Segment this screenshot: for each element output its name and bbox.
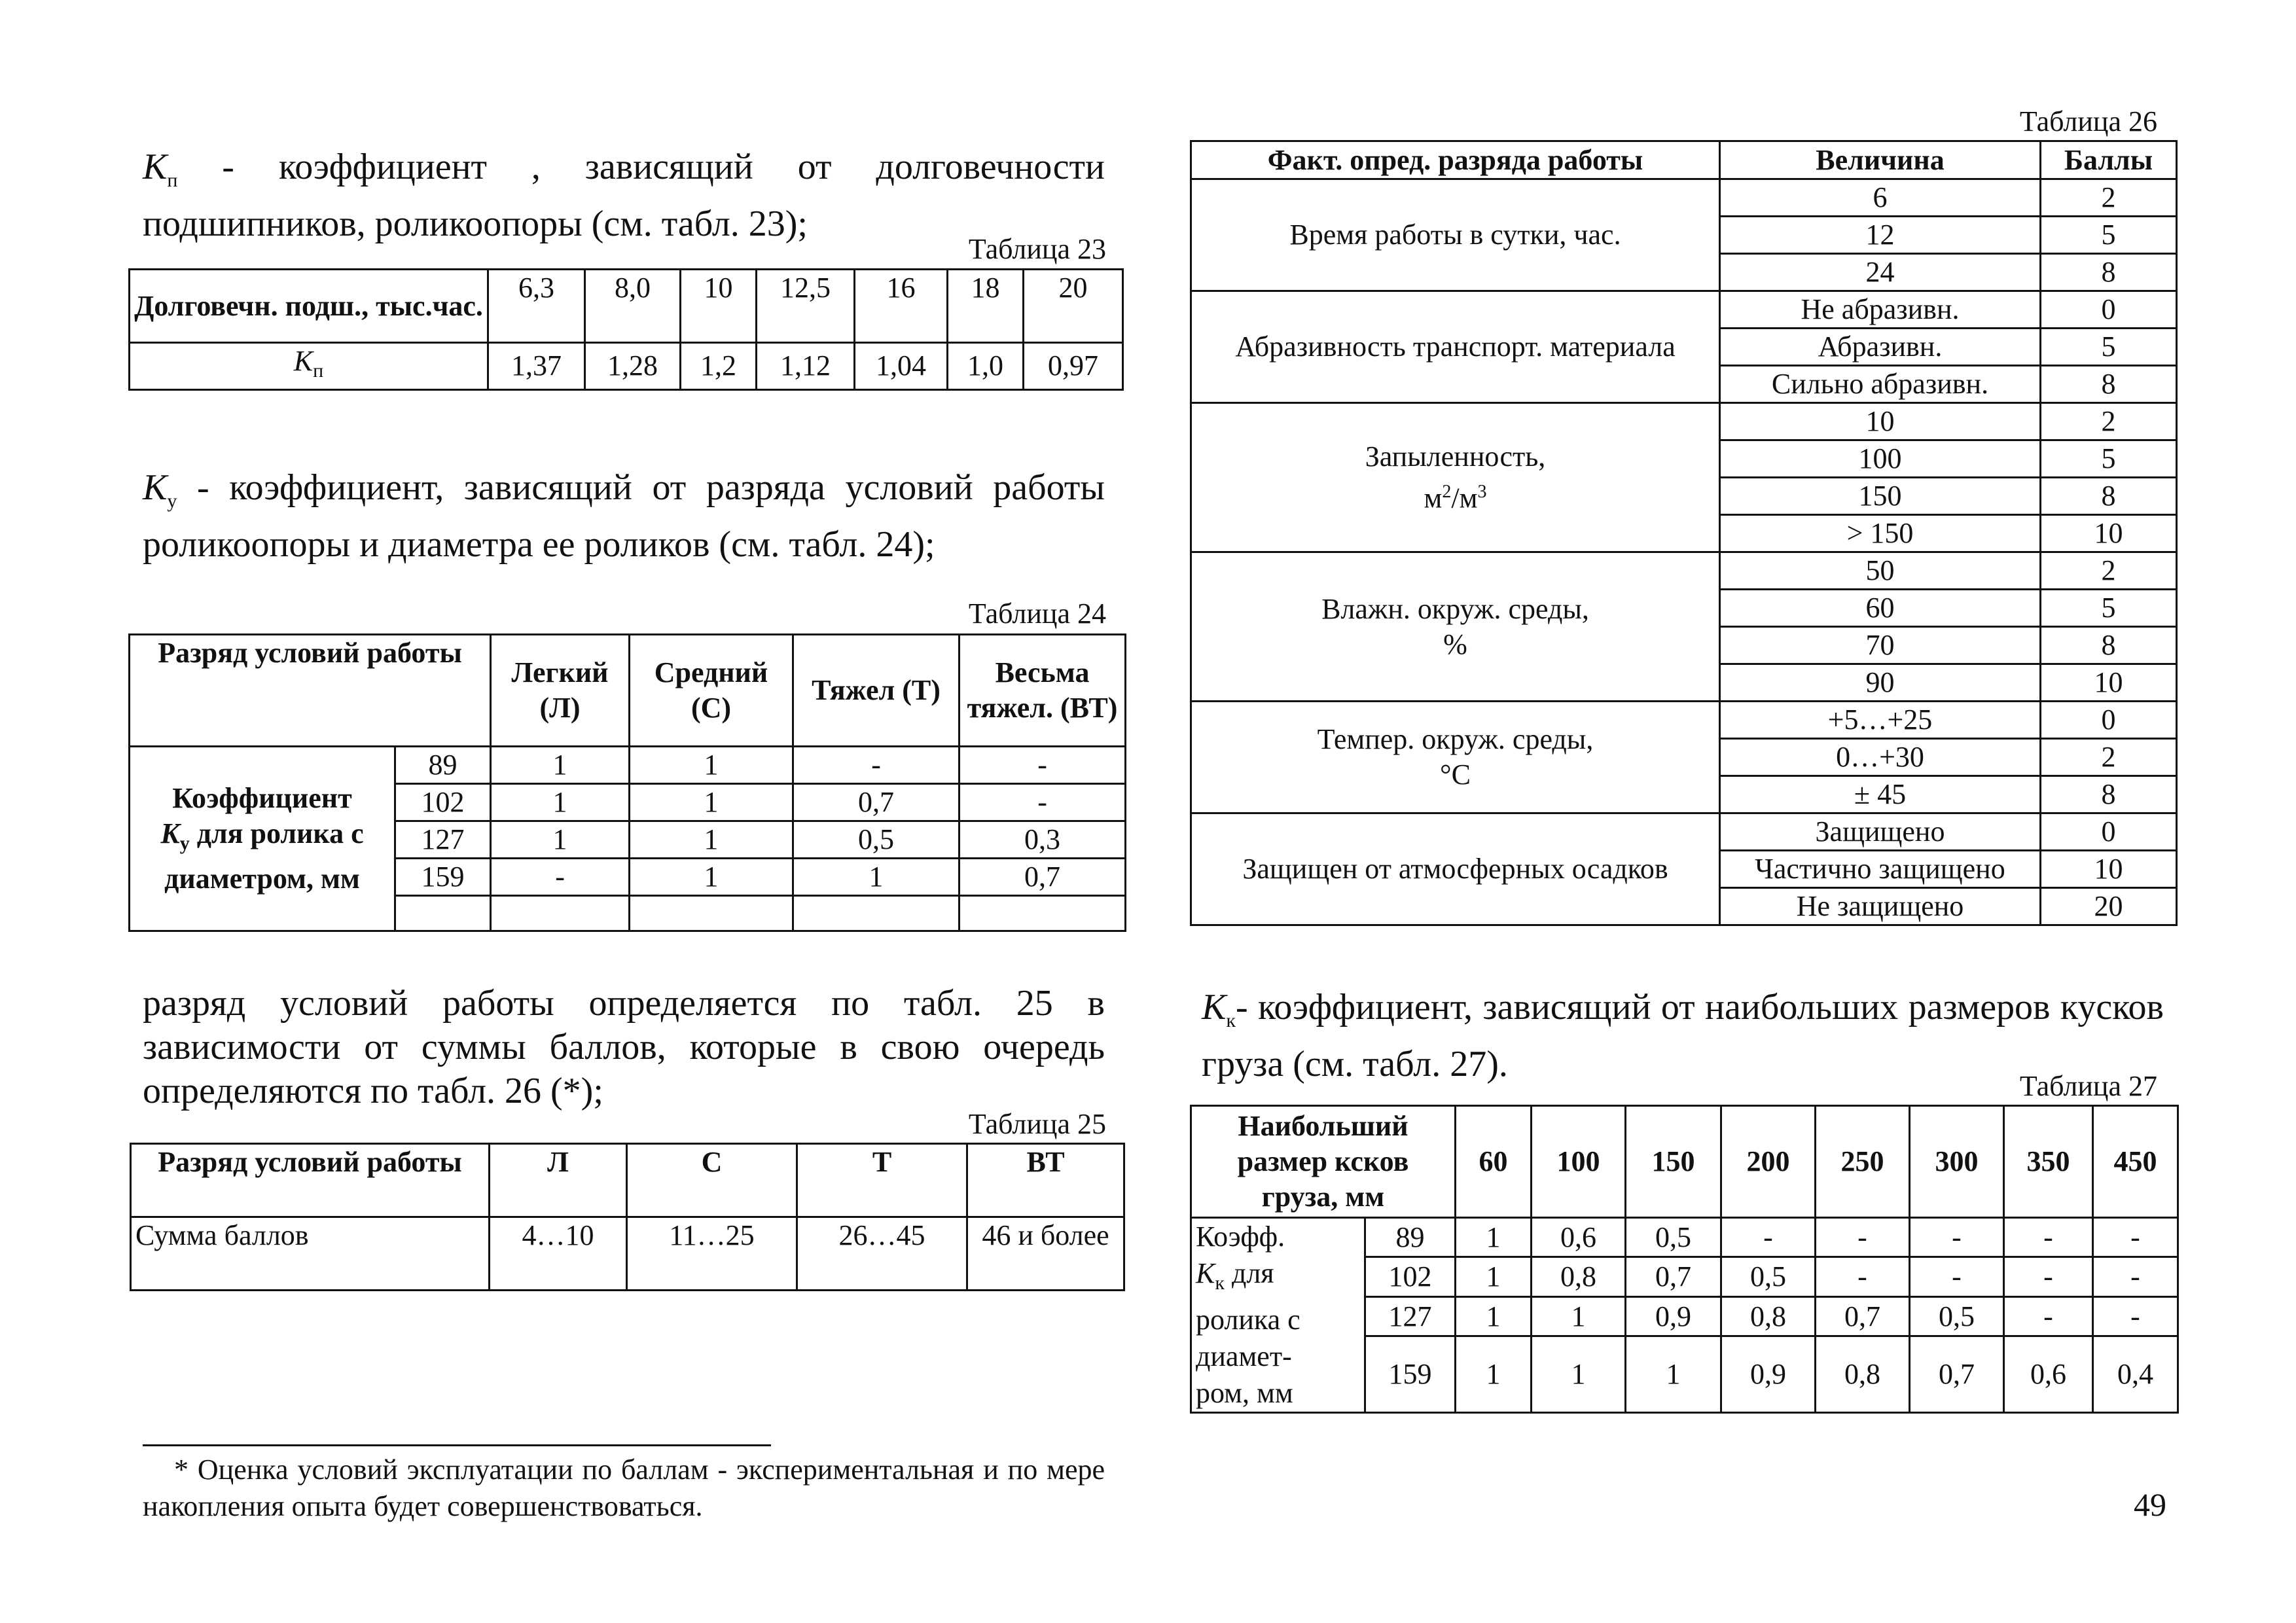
- table27-cell: -: [1910, 1218, 2004, 1257]
- table27-size: 300: [1910, 1106, 2004, 1218]
- class-description: разряд условий работы определяется по табл. 25 в зависимости от суммы баллов, которые в свою очередь определяются по табл. 26 (*);: [143, 983, 1105, 1111]
- table26-score: 5: [2041, 440, 2177, 478]
- table23-coeff: 1,28: [585, 343, 681, 390]
- table27-cell: 0,5: [1626, 1218, 1721, 1257]
- table25: [130, 1143, 1125, 1291]
- table26-value: Не абразивн.: [1720, 291, 2041, 329]
- table26-value: Защищено: [1720, 813, 2041, 851]
- table24-header-light: Легкий (Л): [491, 635, 630, 747]
- table27-diameter: 159: [1365, 1336, 1456, 1413]
- footnote-divider: [143, 1444, 771, 1446]
- table-row: [1191, 552, 2177, 590]
- table26-value: 0…+30: [1720, 739, 2041, 776]
- table23-hour: 12,5: [757, 270, 855, 343]
- table-row: [130, 747, 1126, 784]
- table27-header-row: [1191, 1106, 2178, 1218]
- kp-text: - коэффициент , зависящий от долговечности подшипников, роликоопоры (см. табл. 23);: [143, 147, 1105, 245]
- table24-diameter: 102: [395, 784, 491, 821]
- table26-caption: Таблица 26: [2019, 105, 2157, 137]
- table27-cell: -: [2093, 1218, 2178, 1257]
- table27-caption: Таблица 27: [2019, 1070, 2157, 1102]
- table24-header-row: [130, 635, 1126, 747]
- kk-subscript: к: [1226, 1010, 1236, 1032]
- table26-value: > 150: [1720, 515, 2041, 552]
- table23-coeff: 1,0: [948, 343, 1024, 390]
- table27-size: 350: [2004, 1106, 2093, 1218]
- table26-value: ± 45: [1720, 776, 2041, 813]
- table27-size: 200: [1721, 1106, 1816, 1218]
- table23-coeff-row: [130, 343, 1123, 390]
- table27-cell: 0,8: [1532, 1257, 1626, 1296]
- table27-cell: -: [2004, 1257, 2093, 1296]
- table26-value: 60: [1720, 590, 2041, 627]
- table24-empty-cell: [793, 896, 960, 931]
- table23-hour: 16: [855, 270, 948, 343]
- table27-cell: 1: [1456, 1336, 1532, 1413]
- table25-header: Л: [490, 1144, 627, 1217]
- table27-size: 100: [1532, 1106, 1626, 1218]
- table23-coeff-label: $K_п$: [130, 343, 488, 390]
- table23-coeff: 1,2: [681, 343, 757, 390]
- table26-header-row: [1191, 141, 2177, 179]
- table24-empty-cell: [491, 896, 630, 931]
- table26-factor: Запыленность, $м^2/м^3$: [1191, 403, 1720, 552]
- table24-cell: 0,5: [793, 821, 960, 859]
- table27-diameter: 127: [1365, 1296, 1456, 1336]
- table23: [128, 268, 1124, 391]
- table27-cell: 0,6: [2004, 1336, 2093, 1413]
- table26-value: Абразивн.: [1720, 329, 2041, 366]
- table25-cell: 11…25: [627, 1217, 797, 1291]
- table26-value: Частично защищено: [1720, 851, 2041, 888]
- table27-size: 450: [2093, 1106, 2178, 1218]
- table26-header-score: Баллы: [2041, 141, 2177, 179]
- table27-cell: 0,7: [1626, 1257, 1721, 1296]
- table26-value: 12: [1720, 217, 2041, 254]
- table23-coeff: 0,97: [1024, 343, 1123, 390]
- table27: [1190, 1105, 2179, 1414]
- table24-cell: -: [960, 747, 1126, 784]
- table24-cell: -: [793, 747, 960, 784]
- table26-score: 0: [2041, 813, 2177, 851]
- table27-diameter: 89: [1365, 1218, 1456, 1257]
- table26-value: 100: [1720, 440, 2041, 478]
- table26-score: 8: [2041, 254, 2177, 291]
- table26-factor: Время работы в сутки, час.: [1191, 179, 1720, 291]
- table25-cell: 26…45: [797, 1217, 967, 1291]
- table26-value: 6: [1720, 179, 2041, 217]
- table27-cell: 0,8: [1816, 1336, 1910, 1413]
- table26: [1190, 140, 2178, 926]
- table27-cell: 0,4: [2093, 1336, 2178, 1413]
- table26-factor: Влажн. окруж. среды, %: [1191, 552, 1720, 702]
- table23-coeff: 1,37: [488, 343, 585, 390]
- table26-score: 20: [2041, 888, 2177, 925]
- table26-score: 5: [2041, 590, 2177, 627]
- table23-coeff: 1,12: [757, 343, 855, 390]
- table26-value: +5…+25: [1720, 702, 2041, 739]
- table27-cell: 0,5: [1910, 1296, 2004, 1336]
- table26-header-factor: Факт. опред. разряда работы: [1191, 141, 1720, 179]
- table26-score: 0: [2041, 291, 2177, 329]
- table26-value: Сильно абразивн.: [1720, 366, 2041, 403]
- table24-diameter: 89: [395, 747, 491, 784]
- table27-cell: 1: [1456, 1218, 1532, 1257]
- table27-cell: 1: [1532, 1296, 1626, 1336]
- table26-score: 8: [2041, 478, 2177, 515]
- table26-score: 2: [2041, 179, 2177, 217]
- table23-hour: 18: [948, 270, 1024, 343]
- table23-hour: 8,0: [585, 270, 681, 343]
- table24-header-class: Разряд условий работы: [130, 635, 491, 747]
- footnote: * Оценка условий эксплуатации по баллам - экспериментальная и по мере накопления опыта будет совершенствоваться.: [143, 1454, 1105, 1522]
- table24-cell: 0,3: [960, 821, 1126, 859]
- table26-value: 150: [1720, 478, 2041, 515]
- table24-cell: 1: [491, 784, 630, 821]
- table25-header-class: Разряд условий работы: [131, 1144, 490, 1217]
- table25-cell: 4…10: [490, 1217, 627, 1291]
- table27-size: 150: [1626, 1106, 1721, 1218]
- table26-value: 24: [1720, 254, 2041, 291]
- table27-cell: -: [1816, 1218, 1910, 1257]
- table27-cell: 0,8: [1721, 1296, 1816, 1336]
- table25-header-row: [131, 1144, 1124, 1217]
- table-row: [1191, 179, 2177, 217]
- table27-cell: 0,6: [1532, 1218, 1626, 1257]
- table26-score: 0: [2041, 702, 2177, 739]
- table24-cell: 1: [491, 747, 630, 784]
- table27-cell: 1: [1456, 1296, 1532, 1336]
- table25-row-label: Сумма баллов: [131, 1217, 490, 1291]
- table26-score: 8: [2041, 627, 2177, 664]
- table26-factor: Абразивность транспорт. материала: [1191, 291, 1720, 403]
- table27-cell: -: [1816, 1257, 1910, 1296]
- table26-score: 2: [2041, 739, 2177, 776]
- table25-caption: Таблица 25: [968, 1108, 1106, 1140]
- table27-cell: -: [2093, 1257, 2178, 1296]
- table23-row-header: Долговечн. подш., тыс.час.: [130, 270, 488, 343]
- table24-header-very-heavy: Весьма тяжел. (ВТ): [960, 635, 1126, 747]
- table-row: [1191, 291, 2177, 329]
- table23-hour: 6,3: [488, 270, 585, 343]
- table27-row-label: Коэфф. $K_к$ для ролика с диамет- ром, мм: [1191, 1218, 1365, 1413]
- table24-empty-cell: [630, 896, 793, 931]
- table26-value: 10: [1720, 403, 2041, 440]
- table27-cell: -: [1721, 1218, 1816, 1257]
- table24-cell: 1: [491, 821, 630, 859]
- table24-cell: 0,7: [960, 859, 1126, 896]
- table24-cell: 1: [630, 821, 793, 859]
- table24-row-label: Коэффициент $K_у$ для ролика с диаметром, мм: [130, 747, 395, 931]
- table-row: [1191, 403, 2177, 440]
- table27-cell: 0,9: [1721, 1336, 1816, 1413]
- table26-score: 2: [2041, 552, 2177, 590]
- table27-cell: 1: [1456, 1257, 1532, 1296]
- table24-caption: Таблица 24: [968, 597, 1106, 630]
- kp-subscript: п: [167, 169, 178, 192]
- table26-value: 90: [1720, 664, 2041, 702]
- table-row: [1191, 702, 2177, 739]
- table25-header: С: [627, 1144, 797, 1217]
- table24-cell: -: [491, 859, 630, 896]
- table26-factor: Темпер. окруж. среды, °С: [1191, 702, 1720, 813]
- table25-header: Т: [797, 1144, 967, 1217]
- table25-header: ВТ: [967, 1144, 1124, 1217]
- table27-cell: 0,9: [1626, 1296, 1721, 1336]
- table27-cell: -: [2004, 1218, 2093, 1257]
- table-row: [131, 1217, 1124, 1291]
- page-number: 49: [2134, 1486, 2166, 1523]
- table26-score: 5: [2041, 329, 2177, 366]
- table24-header-heavy: Тяжел (Т): [793, 635, 960, 747]
- table23-caption: Таблица 23: [968, 233, 1106, 265]
- table24-cell: -: [960, 784, 1126, 821]
- table27-cell: 0,5: [1721, 1257, 1816, 1296]
- table24-diameter: 127: [395, 821, 491, 859]
- table26-score: 10: [2041, 664, 2177, 702]
- table26-factor: Защищен от атмосферных осадков: [1191, 813, 1720, 925]
- table27-cell: 0,7: [1816, 1296, 1910, 1336]
- table-row: [1191, 1218, 2178, 1257]
- ky-description: [143, 466, 1105, 567]
- table23-coeff: 1,04: [855, 343, 948, 390]
- table24-empty-cell: [395, 896, 491, 931]
- table26-score: 10: [2041, 851, 2177, 888]
- kp-description: [143, 145, 1105, 246]
- table27-cell: -: [1910, 1257, 2004, 1296]
- table24-cell: 1: [630, 859, 793, 896]
- table23-hours-row: [130, 270, 1123, 343]
- table-row: [1191, 813, 2177, 851]
- table27-cell: 0,7: [1910, 1336, 2004, 1413]
- table26-score: 8: [2041, 366, 2177, 403]
- table24-cell: 1: [793, 859, 960, 896]
- table26-score: 5: [2041, 217, 2177, 254]
- table23-hour: 20: [1024, 270, 1123, 343]
- table26-value: 50: [1720, 552, 2041, 590]
- table27-size: 250: [1816, 1106, 1910, 1218]
- table24-header-medium: Средний (С): [630, 635, 793, 747]
- table25-cell: 46 и более: [967, 1217, 1124, 1291]
- table27-cell: -: [2004, 1296, 2093, 1336]
- table27-cell: 1: [1532, 1336, 1626, 1413]
- table24: [128, 633, 1126, 932]
- table27-cell: -: [2093, 1296, 2178, 1336]
- table24-cell: 1: [630, 747, 793, 784]
- table26-value: Не защищено: [1720, 888, 2041, 925]
- kk-symbol: K: [1202, 987, 1227, 1027]
- kp-symbol: K: [143, 147, 168, 187]
- table27-header-size: Наибольший размер ксков груза, мм: [1191, 1106, 1456, 1218]
- table26-value: 70: [1720, 627, 2041, 664]
- table26-score: 2: [2041, 403, 2177, 440]
- table27-size: 60: [1456, 1106, 1532, 1218]
- table27-diameter: 102: [1365, 1257, 1456, 1296]
- table24-diameter: 159: [395, 859, 491, 896]
- table26-header-value: Величина: [1720, 141, 2041, 179]
- table27-cell: 1: [1626, 1336, 1721, 1413]
- ky-subscript: у: [167, 490, 177, 512]
- table24-cell: 0,7: [793, 784, 960, 821]
- ky-symbol: K: [143, 467, 168, 508]
- table23-hour: 10: [681, 270, 757, 343]
- table26-score: 8: [2041, 776, 2177, 813]
- table26-score: 10: [2041, 515, 2177, 552]
- ky-text: - коэффициент, зависящий от разряда условий работы роликоопоры и диаметра ее роликов (см. табл. 24);: [143, 467, 1105, 565]
- table24-cell: 1: [630, 784, 793, 821]
- table24-empty-cell: [960, 896, 1126, 931]
- kk-text: - коэффициент, зависящий от наибольших размеров кусков груза (см. табл. 27).: [1202, 987, 2164, 1085]
